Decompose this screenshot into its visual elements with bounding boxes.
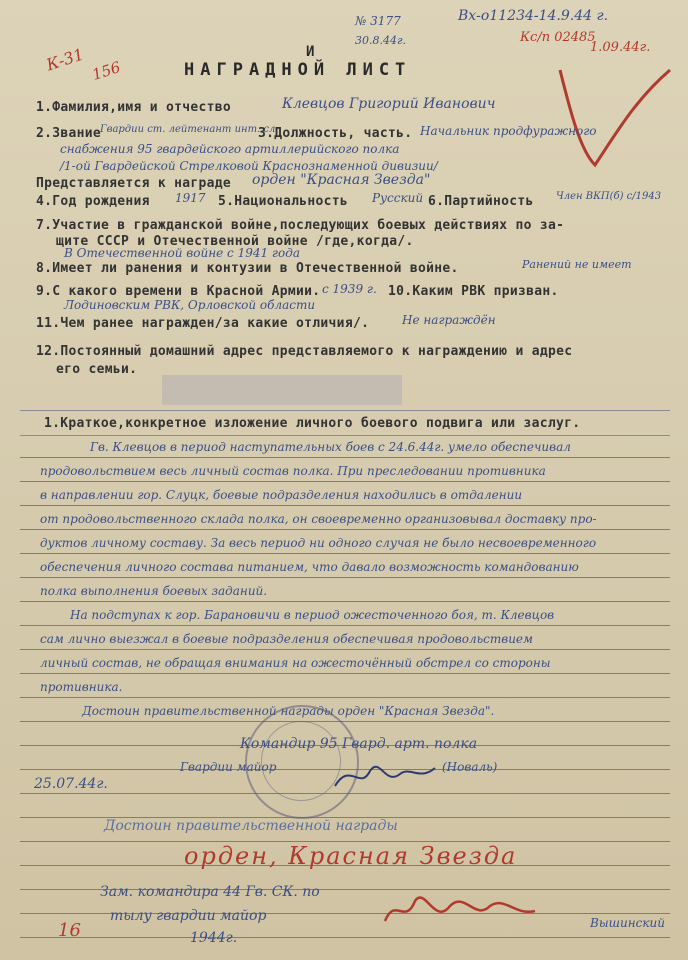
field-9-value: с 1939 г. (322, 282, 377, 296)
resolution-year: 1944г. (190, 930, 238, 946)
nominated-label: Представляется к награде (36, 176, 232, 191)
field-5-label: 5.Национальность (218, 194, 349, 209)
ruled-line (20, 481, 670, 482)
field-7-label-a: 7.Участие в гражданской войне,последующих боевых действиях по за- (36, 218, 565, 233)
redacted-address (162, 375, 402, 405)
field-3-label: 3.Должность, часть. (258, 126, 413, 141)
ruled-line (20, 937, 670, 938)
section-divider (20, 410, 670, 411)
field-7-label-b: щите СССР и Отечественной войне /где,когда/. (56, 234, 414, 249)
resolution-signer-rank: тылу гвардии майор (110, 908, 267, 924)
field-6-value: Член ВКП(б) с/1943 (556, 191, 662, 202)
registration-date: 1.09.44г. (590, 40, 651, 55)
feat-line: На подступах к гор. Барановичи в период ожесточенного боя, т. Клевцов (70, 608, 555, 622)
field-7-value: В Отечественной войне с 1941 года (64, 246, 300, 260)
ruled-line (20, 697, 670, 698)
field-3-value-b: снабжения 95 гвардейского артиллерийского полка (60, 142, 400, 156)
feat-line: противника. (40, 680, 123, 694)
header-letter: И (306, 44, 315, 60)
field-12-label-a: 12.Постоянный домашний адрес представляемого к награждению и адрес (36, 344, 573, 359)
feat-line: Достоин правительственной награды орден "Красная Звезда". (82, 704, 495, 718)
feat-line: от продовольственного склада полка, он своевременно организовывал доставку про- (40, 512, 597, 526)
ruled-line (20, 505, 670, 506)
feat-line: сам лично выезжал в боевые подразделения обеспечивая продовольствием (40, 632, 533, 646)
ruled-line (20, 529, 670, 530)
field-6-label: 6.Партийность (428, 194, 534, 209)
feat-line: личный состав, не обращая внимания на ожесточённый обстрел со стороны (40, 656, 551, 670)
ruled-line (20, 553, 670, 554)
ruled-line (20, 625, 670, 626)
red-mark-2: 156 (89, 58, 123, 84)
commander-title: Командир 95 Гвард. арт. полка (240, 736, 478, 752)
commander-name: (Новаль) (442, 760, 498, 774)
field-1-value: Клевцов Григорий Иванович (282, 96, 496, 112)
field-8-value: Ранений не имеет (522, 258, 632, 271)
feat-heading: 1.Краткое,конкретное изложение личного боевого подвига или заслуг. (44, 416, 581, 431)
field-4-value: 1917 (175, 191, 206, 205)
registration-note: Вх-о11234-14.9.44 г. (458, 8, 609, 24)
red-mark: К-31 (43, 44, 87, 75)
ruled-line (20, 721, 670, 722)
page-mark: 16 (58, 920, 81, 941)
field-10-label: 10.Каким РВК призван. (388, 284, 559, 299)
field-10-value: Лодиновским РВК, Орловской области (64, 298, 316, 312)
resolution-award: орден, Красная Звезда (184, 842, 518, 870)
registration-note-2: Кс/n 02485 (520, 30, 596, 45)
resolution-signer-title: Зам. командира 44 Гв. СК. по (100, 884, 320, 900)
resolution-signature (380, 886, 540, 936)
field-5-value: Русский (372, 191, 424, 205)
field-8-label: 8.Имеет ли ранения и контузии в Отечественной войне. (36, 261, 459, 276)
feat-line: дуктов личному составу. За весь период ни одного случая не было несвоевременного (40, 536, 597, 550)
section-divider-2 (20, 435, 670, 436)
commander-rank: Гвардии майор (180, 760, 277, 774)
red-check-mark (540, 40, 680, 180)
feat-line: полка выполнения боевых заданий. (40, 584, 268, 598)
ruled-line (20, 673, 670, 674)
archive-number: № 3177 (355, 14, 401, 28)
nominated-value: орден "Красная Звезда" (252, 172, 431, 188)
field-3-value-a: Начальник продфуражного (420, 124, 597, 138)
field-4-label: 4.Год рождения (36, 194, 150, 209)
ruled-line (20, 457, 670, 458)
ruled-line (20, 601, 670, 602)
field-9-label: 9.С какого времени в Красной Армии. (36, 284, 321, 299)
sign-date: 25.07.44г. (34, 776, 108, 792)
field-3-value-c: /1-ой Гвардейской Стрелковой Краснознаменной дивизии/ (60, 159, 438, 173)
field-12-label-b: его семьи. (56, 362, 138, 377)
ruled-line (20, 649, 670, 650)
field-2-label: 2.Звание (36, 126, 102, 141)
commander-signature (330, 756, 440, 796)
feat-line: Гв. Клевцов в период наступательных боев с 24.6.44г. умело обеспечивал (90, 440, 571, 454)
feat-line: в направлении гор. Слуцк, боевые подразделения находились в отдалении (40, 488, 523, 502)
resolution-signer-name: Вышинский (590, 916, 665, 930)
archive-date: 30.8.44г. (355, 34, 407, 47)
field-11-value: Не награждён (402, 313, 496, 327)
feat-line: обеспечения личного состава питанием, что давало возможность командованию (40, 560, 579, 574)
field-2-value: Гвардии ст. лейтенант инт. сл. (100, 124, 279, 135)
field-11-label: 11.Чем ранее награжден/за какие отличия/. (36, 316, 370, 331)
ruled-line (20, 577, 670, 578)
document-title: НАГРАДНОЙ ЛИСТ (184, 60, 412, 80)
field-1-label: 1.Фамилия,имя и отчество (36, 100, 232, 115)
resolution-line: Достоин правительственной награды (104, 818, 398, 834)
feat-line: продовольствием весь личный состав полка. При преследовании противника (40, 464, 546, 478)
